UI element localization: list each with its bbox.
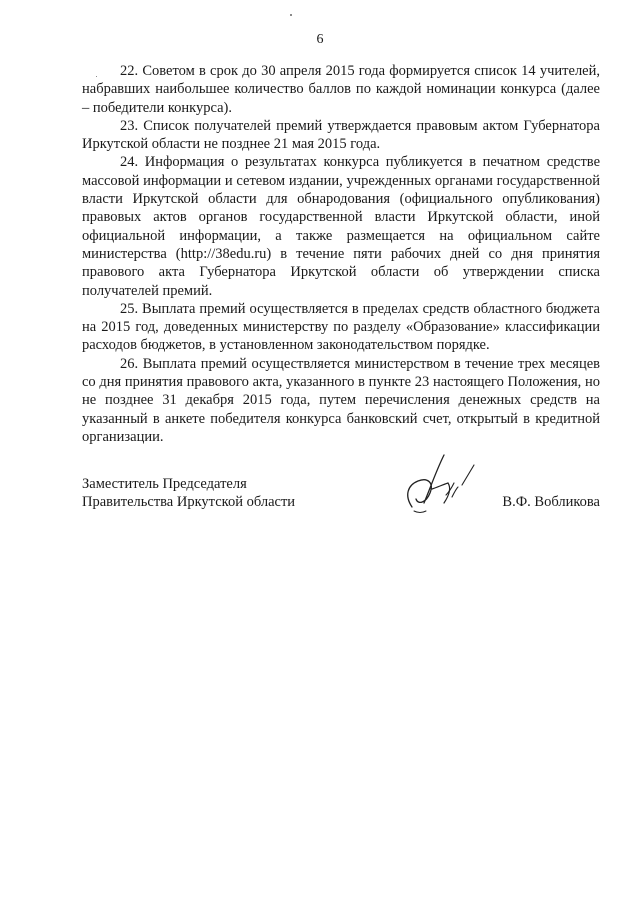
document-body bbox=[82, 62, 600, 446]
page-number: 6 bbox=[316, 32, 324, 47]
paragraph-22: 22. Советом в срок до 30 апреля 2015 года формируется список 14 учителей, набравших наибольшее количество баллов по каждой номинации конкурса (далее – победители конкурса). bbox=[82, 63, 600, 116]
signatory-title-line-2: Правительства Иркутской области bbox=[82, 494, 296, 511]
paragraph-26: 26. Выплата премий осуществляется министерством в течение трех месяцев со дня принятия правового акта, указанного в пункте 23 настоящего Положения, но не позднее 31 декабря 2015 года, путем перечисления денежных средств на указанный в анкете победителя конкурса банковский счет, открытый в кредитной организации. bbox=[82, 355, 600, 445]
signatory-title bbox=[82, 475, 295, 512]
signatory-title-line-1: Заместитель Председателя bbox=[82, 476, 247, 492]
paragraph-25: 25. Выплата премий осуществляется в пределах средств областного бюджета на 2015 год, доведенных министерству по разделу «Образование» классификации расходов бюджетов, в установленном законодательством порядке. bbox=[82, 300, 600, 354]
signatory-name: В.Ф. Вобликова bbox=[502, 494, 600, 510]
paragraph-24: 24. Информация о результатах конкурса публикуется в печатном средстве массовой информации и сетевом издании, учрежденных органами государственной власти Иркутской области для обнародования (официального опубликования) правовых актов органов государственной власти Иркутской области, иной официальной информации, а также размещается на официальном сайте министерства (http://38edu.ru) в течение пяти рабочих дней со дня принятия правового акта Губернатора Иркутской области об утверждении списка получателей премий. bbox=[82, 154, 600, 299]
scan-speck bbox=[290, 14, 292, 16]
handwritten-signature bbox=[394, 445, 484, 525]
signature-block bbox=[82, 475, 600, 535]
paragraph-23: 23. Список получателей премий утверждается правовым актом Губернатора Иркутской области не позднее 21 мая 2015 года. bbox=[82, 117, 600, 153]
